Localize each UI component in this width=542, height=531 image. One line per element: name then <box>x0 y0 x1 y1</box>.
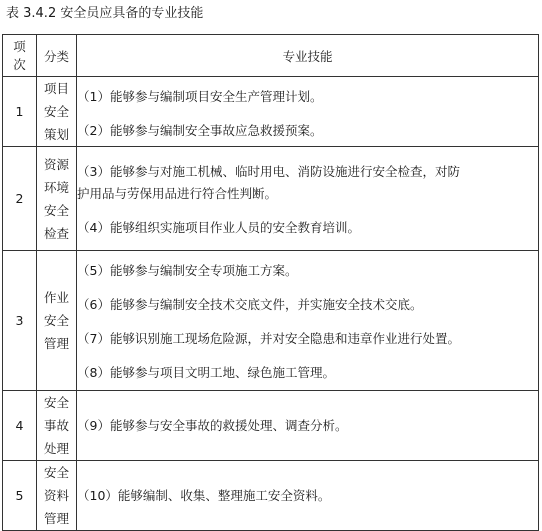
header-row <box>3 35 539 77</box>
skills-table <box>2 34 539 531</box>
category-line: 作业 <box>43 290 69 305</box>
table-row <box>3 391 539 461</box>
row-number: 2 <box>3 147 37 251</box>
category-line: 事故 <box>43 418 69 433</box>
header-no <box>3 35 37 77</box>
category-line: 安全 <box>43 313 69 328</box>
skill-item: （3）能够参与对施工机械、临时用电、消防设施进行安全检查，对防 <box>77 163 460 179</box>
skill-item: （10）能够编制、收集、整理施工安全资料。 <box>77 487 331 503</box>
category-line: 管理 <box>43 511 69 526</box>
row-category <box>37 461 77 531</box>
skill-item: （9）能够参与安全事故的救援处理、调查分析。 <box>77 417 348 433</box>
row-number: 5 <box>3 461 37 531</box>
skill-item: （7）能够识别施工现场危险源，并对安全隐患和违章作业进行处置。 <box>77 330 460 346</box>
row-category <box>37 251 77 391</box>
skill-item: （6）能够参与编制安全技术交底文件，并实施安全技术交底。 <box>77 296 423 312</box>
row-skills <box>77 251 539 391</box>
row-category <box>37 77 77 147</box>
skill-item: （4）能够组织实施项目作业人员的安全教育培训。 <box>77 219 360 235</box>
category-line: 策划 <box>43 127 69 142</box>
table-row <box>3 461 539 531</box>
skill-item-continued: 护用品与劳保用品进行符合性判断。 <box>77 185 278 201</box>
category-line: 安全 <box>43 395 69 410</box>
table-row <box>3 251 539 391</box>
category-line: 管理 <box>43 336 69 351</box>
row-number: 4 <box>3 391 37 461</box>
category-line: 处理 <box>43 441 69 456</box>
header-skill: 专业技能 <box>77 35 539 77</box>
header-no-line: 次 <box>13 56 26 72</box>
row-skills <box>77 77 539 147</box>
row-category <box>37 391 77 461</box>
category-line: 检查 <box>43 225 69 241</box>
category-line: 安全 <box>43 465 69 480</box>
row-number: 1 <box>3 77 37 147</box>
category-line: 安全 <box>43 202 69 218</box>
header-category: 分类 <box>37 35 77 77</box>
category-line: 资料 <box>43 488 69 503</box>
table-row <box>3 77 539 147</box>
row-number: 3 <box>3 251 37 391</box>
table-caption: 表 3.4.2 安全员应具备的专业技能 <box>6 6 204 21</box>
skill-item: （2）能够参与编制安全事故应急救援预案。 <box>77 122 323 138</box>
row-skills <box>77 391 539 461</box>
skill-item: （1）能够参与编制项目安全生产管理计划。 <box>77 88 323 104</box>
category-line: 项目 <box>43 81 69 96</box>
table-row <box>3 147 539 251</box>
skill-item: （5）能够参与编制安全专项施工方案。 <box>77 262 298 278</box>
header-no-line: 项 <box>13 38 26 54</box>
category-line: 资源 <box>43 156 69 172</box>
row-skills <box>77 147 539 251</box>
row-category <box>37 147 77 251</box>
skill-item: （8）能够参与项目文明工地、绿色施工管理。 <box>77 364 335 380</box>
category-line: 环境 <box>43 179 69 195</box>
category-line: 安全 <box>43 104 69 119</box>
row-skills <box>77 461 539 531</box>
